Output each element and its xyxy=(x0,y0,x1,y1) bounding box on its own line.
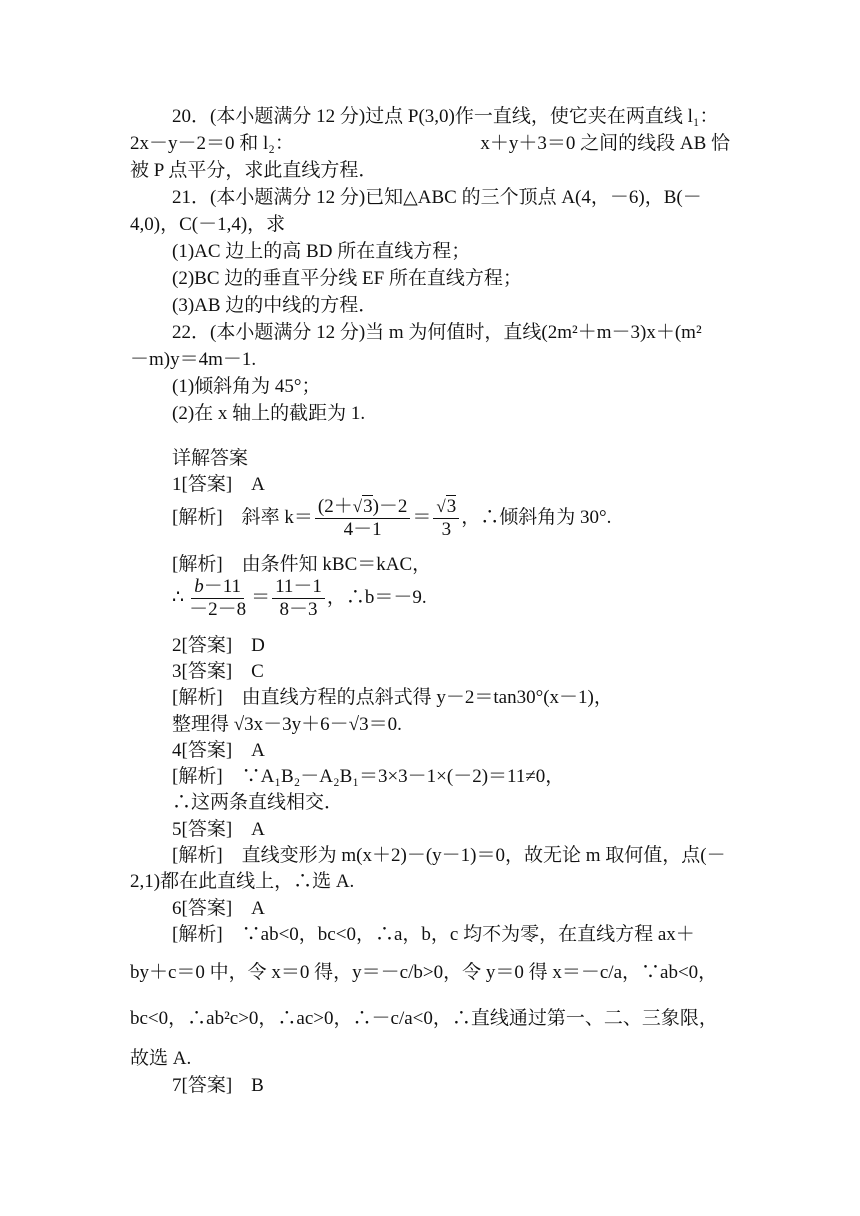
a3-answer: 3[答案] C xyxy=(172,661,264,682)
a2-answer: 2[答案] D xyxy=(172,635,265,656)
slope-denominator: 4－1 xyxy=(343,519,382,541)
a3-line2: 整理得 √3x－3y＋6－√3＝0. xyxy=(172,714,402,735)
p21-item3: (3)AB 边的中线的方程． xyxy=(172,295,378,316)
a6-line3: bc<0，∴ab²c>0，∴ac>0，∴－c/a<0，∴直线通过第一、二、三象限， xyxy=(130,1008,718,1029)
p22-item2: (2)在 x 轴上的截距为 1. xyxy=(172,403,366,424)
p20-line2-right: x＋y＋3＝0 之间的线段 AB 恰 xyxy=(480,133,730,154)
a4-answer: 4[答案] A xyxy=(172,740,265,761)
a1-jiexi2-line2: ∴ $\frac{b-11}{-2-8}$ ＝ $\frac{11-1}{8-3}$ ，∴b＝－9. xyxy=(172,576,427,621)
p21-item2: (2)BC 边的垂直平分线 EF 所在直线方程； xyxy=(172,268,522,289)
a1-jiexi1-suffix: ，∴倾斜角为 30°. xyxy=(461,507,612,528)
a1-answer: 1[答案] A xyxy=(172,474,265,495)
p21-line1: 21．(本小题满分 12 分)已知△ABC 的三个顶点 A(4，－6)，B(－ xyxy=(172,187,702,208)
slope-fraction xyxy=(315,496,411,541)
a5-line2: 2,1)都在此直线上，∴选 A. xyxy=(130,871,355,892)
a1-jiexi1: [解析] 斜率 k＝ $\frac{(2+√3)-2}{4-1}$ ＝ $\frac{√3}{3}$ ，∴倾斜角为 30°. xyxy=(172,496,612,541)
p21-line2: 4,0)，C(－1,4)，求 xyxy=(130,214,286,235)
sqrt3-over-3-fraction: $\frac{√3}{3}$ xyxy=(433,496,459,541)
a6-jiexi: [解析] ∵ab<0，bc<0，∴a，b，c 均不为零，在直线方程 ax＋ xyxy=(172,924,695,945)
b-fraction-right: $\frac{11-1}{8-3}$ xyxy=(272,576,325,621)
a5-jiexi: [解析] 直线变形为 m(x＋2)－(y－1)＝0，故无论 m 取何值，点(－ xyxy=(172,845,726,866)
p20-line1: 20．(本小题满分 12 分)过点 P(3,0)作一直线，使它夹在两直线 l₁： xyxy=(172,106,719,127)
a4-jiexi: [解析] ∵A₁B₂－A₂B₁＝3×3－1×(－2)＝11≠0， xyxy=(172,766,565,787)
a1-jiexi1-prefix: [解析] 斜率 k＝ xyxy=(172,507,313,528)
answers-heading: 详解答案 xyxy=(172,448,249,469)
p22-item1: (1)倾斜角为 45°； xyxy=(172,376,321,397)
p22-line2: －m)y＝4m－1. xyxy=(130,349,257,370)
a4-line2: ∴这两条直线相交． xyxy=(172,792,344,813)
a6-line2: by＋c＝0 中，令 x＝0 得，y＝－c/b>0，令 y＝0 得 x＝－c/a，∵ab<0， xyxy=(130,962,718,983)
a3-jiexi: [解析] 由直线方程的点斜式得 y－2＝tan30°(x－1)， xyxy=(172,687,613,708)
slope-numerator: (2＋√3)－2 xyxy=(315,496,411,519)
a6-answer: 6[答案] A xyxy=(172,898,265,919)
p20-line2-left: 2x－y－2＝0 和 l₂： xyxy=(130,133,294,154)
a5-answer: 5[答案] A xyxy=(172,819,265,840)
p21-item1: (1)AC 边上的高 BD 所在直线方程； xyxy=(172,241,471,262)
b-fraction-left: $\frac{b-11}{-2-8}$ xyxy=(189,576,247,621)
p20-line3: 被 P 点平分，求此直线方程． xyxy=(130,160,378,181)
a6-line4: 故选 A. xyxy=(130,1048,192,1069)
p20-line2 xyxy=(130,131,730,157)
a1-jiexi2: [解析] 由条件知 kBC＝kAC， xyxy=(172,554,432,575)
a7-answer: 7[答案] B xyxy=(172,1075,264,1096)
p22-line1: 22．(本小题满分 12 分)当 m 为何值时，直线(2m²＋m－3)x＋(m² xyxy=(172,322,702,343)
